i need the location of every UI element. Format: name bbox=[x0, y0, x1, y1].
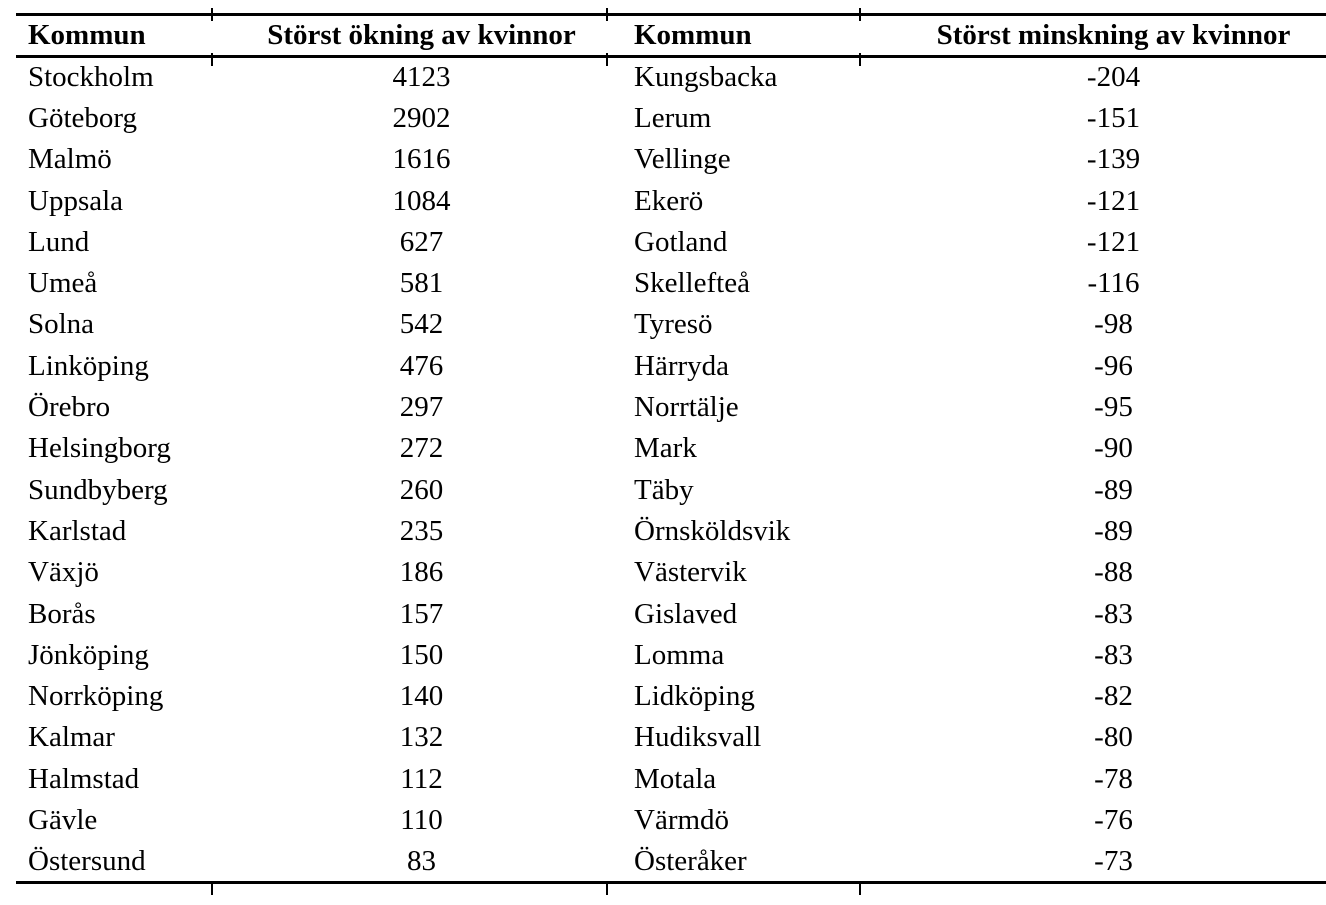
kommun-decrease-cell: Ekerö bbox=[634, 184, 704, 217]
table-body bbox=[16, 57, 1326, 883]
kommun-decrease-cell: Österåker bbox=[634, 844, 747, 877]
column-boundary-tick bbox=[859, 53, 861, 66]
decrease-value-cell: -83 bbox=[1094, 638, 1133, 671]
increase-value-cell: 297 bbox=[399, 391, 444, 424]
kommun-decrease-cell: Hudiksvall bbox=[634, 721, 762, 754]
column-boundary-tick bbox=[606, 53, 608, 66]
increase-value-cell: 157 bbox=[399, 597, 444, 630]
increase-value-cell: 110 bbox=[400, 803, 443, 836]
kommun-increase-cell: Örebro bbox=[28, 391, 111, 424]
decrease-value-cell: -76 bbox=[1094, 803, 1133, 836]
decrease-value-cell: -204 bbox=[1086, 61, 1141, 94]
decrease-value-cell: -90 bbox=[1094, 432, 1133, 465]
table-row bbox=[16, 180, 1326, 221]
kommun-increase-cell: Malmö bbox=[28, 143, 112, 176]
table-row bbox=[16, 428, 1326, 469]
decrease-value-cell: -88 bbox=[1094, 556, 1133, 589]
column-boundary-tick bbox=[859, 8, 861, 21]
kommun-increase-cell: Sundbyberg bbox=[28, 473, 168, 506]
kommun-increase-cell: Östersund bbox=[28, 844, 146, 877]
kommun-decrease-cell: Lomma bbox=[634, 638, 725, 671]
kommun-decrease-cell: Skellefteå bbox=[634, 267, 750, 300]
kommun-decrease-cell: Lidköping bbox=[634, 680, 755, 713]
increase-value-cell: 83 bbox=[407, 844, 436, 877]
decrease-value-cell: -96 bbox=[1094, 349, 1133, 382]
increase-value-cell: 1084 bbox=[392, 184, 451, 217]
table-row bbox=[16, 346, 1326, 387]
column-boundary-tick bbox=[211, 8, 213, 21]
header-kommun-decrease: Kommun bbox=[634, 19, 752, 51]
kommun-increase-cell: Stockholm bbox=[28, 61, 154, 94]
kommun-decrease-cell: Gislaved bbox=[634, 597, 738, 630]
kommun-increase-cell: Växjö bbox=[28, 556, 99, 589]
table-row bbox=[16, 635, 1326, 676]
decrease-value-cell: -80 bbox=[1094, 721, 1133, 754]
increase-value-cell: 140 bbox=[399, 680, 444, 713]
table-row bbox=[16, 469, 1326, 510]
column-boundary-tick bbox=[859, 882, 861, 895]
table-row bbox=[16, 263, 1326, 304]
kommun-increase-cell: Solna bbox=[28, 308, 95, 341]
kommun-increase-cell: Karlstad bbox=[28, 514, 127, 547]
decrease-value-cell: -151 bbox=[1086, 101, 1141, 134]
increase-value-cell: 272 bbox=[399, 432, 444, 465]
table-row bbox=[16, 717, 1326, 758]
increase-value-cell: 4123 bbox=[392, 61, 451, 94]
table-row bbox=[16, 841, 1326, 882]
increase-value-cell: 150 bbox=[399, 638, 444, 671]
header-largest-decrease-women: Störst minskning av kvinnor bbox=[936, 19, 1291, 51]
kommun-increase-cell: Gävle bbox=[28, 803, 98, 836]
kommun-decrease-cell: Värmdö bbox=[634, 803, 730, 836]
decrease-value-cell: -121 bbox=[1086, 184, 1141, 217]
increase-value-cell: 132 bbox=[399, 721, 444, 754]
increase-value-cell: 112 bbox=[400, 762, 443, 795]
kommun-decrease-cell: Täby bbox=[634, 473, 694, 506]
kommun-increase-cell: Norrköping bbox=[28, 680, 164, 713]
table-row bbox=[16, 98, 1326, 139]
table-row bbox=[16, 552, 1326, 593]
kommun-decrease-cell: Motala bbox=[634, 762, 717, 795]
kommun-increase-cell: Borås bbox=[28, 597, 96, 630]
kommun-increase-cell: Kalmar bbox=[28, 721, 115, 754]
increase-value-cell: 581 bbox=[399, 267, 444, 300]
increase-value-cell: 2902 bbox=[392, 101, 451, 134]
kommun-decrease-cell: Kungsbacka bbox=[634, 61, 778, 94]
kommun-decrease-cell: Gotland bbox=[634, 225, 728, 258]
kommun-decrease-cell: Lerum bbox=[634, 101, 712, 134]
table-row bbox=[16, 139, 1326, 180]
kommun-increase-cell: Göteborg bbox=[28, 101, 138, 134]
decrease-value-cell: -83 bbox=[1094, 597, 1133, 630]
increase-value-cell: 235 bbox=[399, 514, 444, 547]
decrease-value-cell: -121 bbox=[1086, 225, 1141, 258]
kommun-decrease-cell: Örnsköldsvik bbox=[634, 514, 791, 547]
header-kommun-increase: Kommun bbox=[28, 19, 146, 51]
increase-value-cell: 260 bbox=[399, 473, 444, 506]
table-row bbox=[16, 593, 1326, 634]
table-row bbox=[16, 222, 1326, 263]
kommun-decrease-cell: Härryda bbox=[634, 349, 730, 382]
kommun-decrease-cell: Mark bbox=[634, 432, 697, 465]
kommun-decrease-cell: Västervik bbox=[634, 556, 747, 589]
increase-value-cell: 476 bbox=[399, 349, 444, 382]
table-row bbox=[16, 759, 1326, 800]
column-boundary-tick bbox=[606, 882, 608, 895]
decrease-value-cell: -82 bbox=[1094, 680, 1133, 713]
decrease-value-cell: -89 bbox=[1094, 514, 1133, 547]
kommun-decrease-cell: Vellinge bbox=[634, 143, 731, 176]
kommun-increase-cell: Umeå bbox=[28, 267, 98, 300]
decrease-value-cell: -116 bbox=[1087, 267, 1140, 300]
increase-value-cell: 542 bbox=[399, 308, 444, 341]
increase-value-cell: 186 bbox=[399, 556, 444, 589]
kommun-decrease-cell: Tyresö bbox=[634, 308, 713, 341]
table-row bbox=[16, 676, 1326, 717]
table-row bbox=[16, 800, 1326, 841]
kommun-increase-cell: Halmstad bbox=[28, 762, 140, 795]
kommun-increase-cell: Lund bbox=[28, 225, 90, 258]
kommun-change-table bbox=[16, 13, 1326, 884]
kommun-decrease-cell: Norrtälje bbox=[634, 391, 739, 424]
column-boundary-tick bbox=[211, 882, 213, 895]
table-row bbox=[16, 387, 1326, 428]
decrease-value-cell: -98 bbox=[1094, 308, 1133, 341]
kommun-increase-cell: Helsingborg bbox=[28, 432, 171, 465]
decrease-value-cell: -78 bbox=[1094, 762, 1133, 795]
decrease-value-cell: -73 bbox=[1094, 844, 1133, 877]
header-largest-increase-women: Störst ökning av kvinnor bbox=[267, 19, 576, 51]
decrease-value-cell: -89 bbox=[1094, 473, 1133, 506]
kommun-increase-cell: Linköping bbox=[28, 349, 149, 382]
kommun-increase-cell: Uppsala bbox=[28, 184, 124, 217]
increase-value-cell: 1616 bbox=[392, 143, 451, 176]
column-boundary-tick bbox=[606, 8, 608, 21]
kommun-increase-cell: Jönköping bbox=[28, 638, 149, 671]
table-row bbox=[16, 511, 1326, 552]
column-boundary-tick bbox=[211, 53, 213, 66]
table-row bbox=[16, 304, 1326, 345]
decrease-value-cell: -95 bbox=[1094, 391, 1133, 424]
increase-value-cell: 627 bbox=[399, 225, 444, 258]
decrease-value-cell: -139 bbox=[1086, 143, 1141, 176]
